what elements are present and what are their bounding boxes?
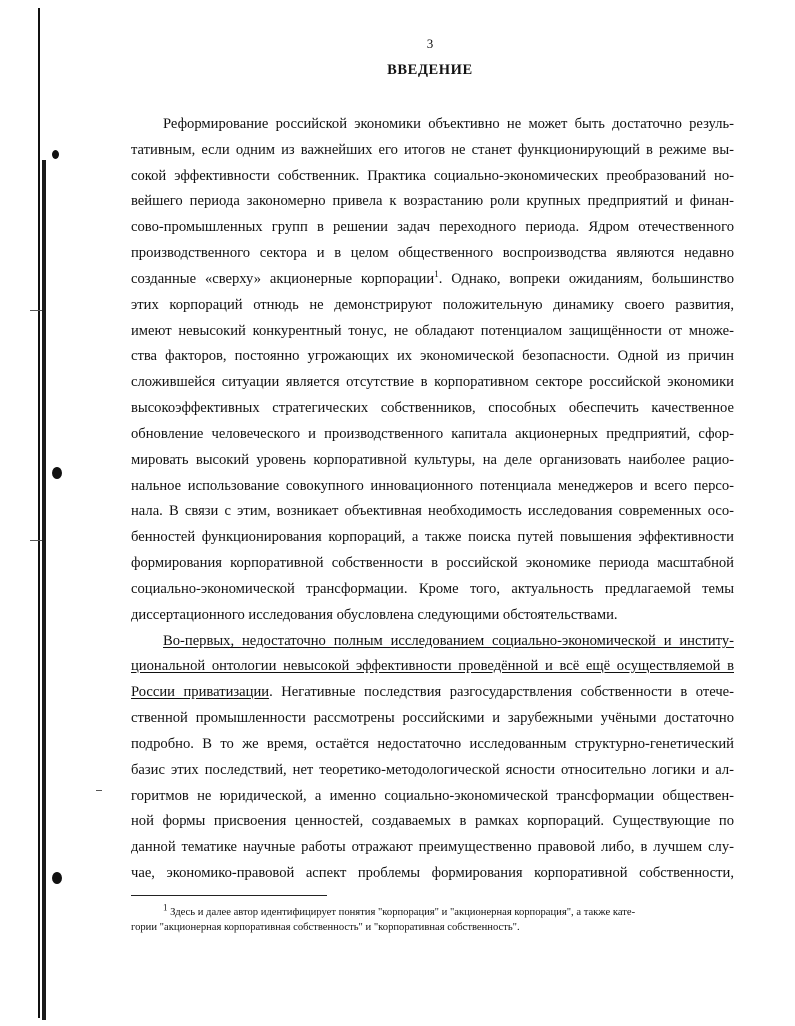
scan-binding-edge: [38, 8, 40, 1018]
text-line: бенностей функционирования корпораций, а также поиска путей повышения эффективности: [131, 529, 734, 545]
text-line: подробно. В то же время, остаётся недостаточно исследованным структурно-генетический: [131, 736, 734, 752]
text-line: мировать высокий уровень корпоративной культуры, на деле организовать наиболее рацио-: [131, 452, 734, 468]
footnote-divider: [131, 895, 327, 896]
text-line: имеют невысокий конкурентный тонус, не обладают потенциалом защищённости от множе-: [131, 323, 734, 339]
text-line: базис этих последствий, нет теоретико-методологической ясности относительно логики и ал-: [131, 762, 734, 778]
text-line: ственной промышленности рассмотрены российскими и зарубежными учёными достаточно: [131, 710, 734, 726]
scan-punch-hole-bottom: [52, 872, 62, 884]
text-line-underlined: [163, 631, 734, 651]
footnote-line: гории "акционерная корпоративная собственность" и "корпоративная собственность".: [131, 922, 520, 933]
scan-binding-shadow: [42, 160, 46, 1020]
text-line-underlined: [131, 656, 734, 676]
scan-punch-hole-top: [52, 150, 59, 159]
underlined-text: Во-первых, недостаточно полным исследованием социально-экономической и институ-: [163, 633, 734, 649]
text-line: высокоэффективных стратегических собственников, способных обеспечить качественное: [131, 400, 734, 416]
scan-mark: [30, 310, 42, 311]
text-line: нальное использование совокупного инновационного потенциала менеджеров и всего персо-: [131, 478, 734, 494]
text-line: сокой эффективности собственник. Практика социально-экономических преобразований но-: [131, 168, 734, 184]
text-line: данной тематике научные работы отражают преимущественно правовой либо, в лучшем слу-: [131, 839, 734, 855]
text-line: [131, 682, 734, 702]
footnote-marker: 1: [163, 902, 168, 913]
text-segment: . Негативные последствия разгосударствления собственности в отече-: [269, 684, 735, 700]
text-line: вейшего периода закономерно привела к возрастанию роли крупных предприятий и финан-: [131, 193, 734, 209]
footnote-line: [163, 902, 734, 920]
text-line: нала. В связи с этим, возникает объективная необходимость исследования современных осо-: [131, 503, 734, 519]
text-line: сложившейся ситуации является отсутствие в корпоративном секторе российской экономики: [131, 374, 734, 390]
text-line: тативным, если одним из важнейших его итогов не станет функционирующий в режиме вы-: [131, 142, 734, 158]
text-segment: . Однако, вопреки ожиданиям, большинство: [438, 271, 734, 287]
scan-mark: [96, 790, 102, 791]
text-line: социально-экономической трансформации. Кроме того, актуальность предлагаемой темы: [131, 581, 734, 597]
text-line: ства факторов, постоянно угрожающих их экономической безопасности. Одной из причин: [131, 348, 734, 364]
text-line: диссертационного исследования обусловлена следующими обстоятельствами.: [131, 607, 618, 623]
text-line: этих корпораций отнюдь не демонстрируют положительную динамику своего развития,: [131, 297, 734, 313]
text-line: ной формы присвоения ценностей, создаваемых в рамках корпораций. Существующие по: [131, 813, 734, 829]
scan-punch-hole-middle: [52, 467, 62, 479]
text-line: обновление человеческого и производственного капитала акционерных предприятий, сфор-: [131, 426, 734, 442]
text-line: формирования корпоративной собственности в российской экономике периода масштабной: [131, 555, 734, 571]
footnote-ref[interactable]: 1: [434, 269, 439, 280]
text-line: чае, экономико-правовой аспект проблемы формирования корпоративной собственности,: [131, 865, 734, 881]
scan-mark: [30, 540, 42, 541]
page-number: 3: [426, 36, 434, 51]
underlined-text: циональной онтологии невысокой эффективности проведённой и всё ещё осуществляемой в: [131, 658, 734, 674]
text-line: горитмов не юридической, а именно социально-экономической трансформации обществен-: [131, 788, 734, 804]
text-line: Реформирование российской экономики объективно не может быть достаточно резуль-: [163, 116, 734, 132]
text-line: [131, 269, 734, 289]
page-title: ВВЕДЕНИЕ: [387, 62, 473, 78]
text-line: производственного сектора и в целом общественного воспроизводства являются недавно: [131, 245, 734, 261]
footnote-text: Здесь и далее автор идентифицирует понятия "корпорация" и "акционерная корпорация", а также кате-: [170, 907, 636, 918]
underlined-text: России приватизации: [131, 684, 270, 700]
text-segment: созданные «сверху» акционерные корпорации: [131, 271, 435, 287]
text-line: сово-промышленных групп в решении задач переходного периода. Ядром отечественного: [131, 219, 734, 235]
